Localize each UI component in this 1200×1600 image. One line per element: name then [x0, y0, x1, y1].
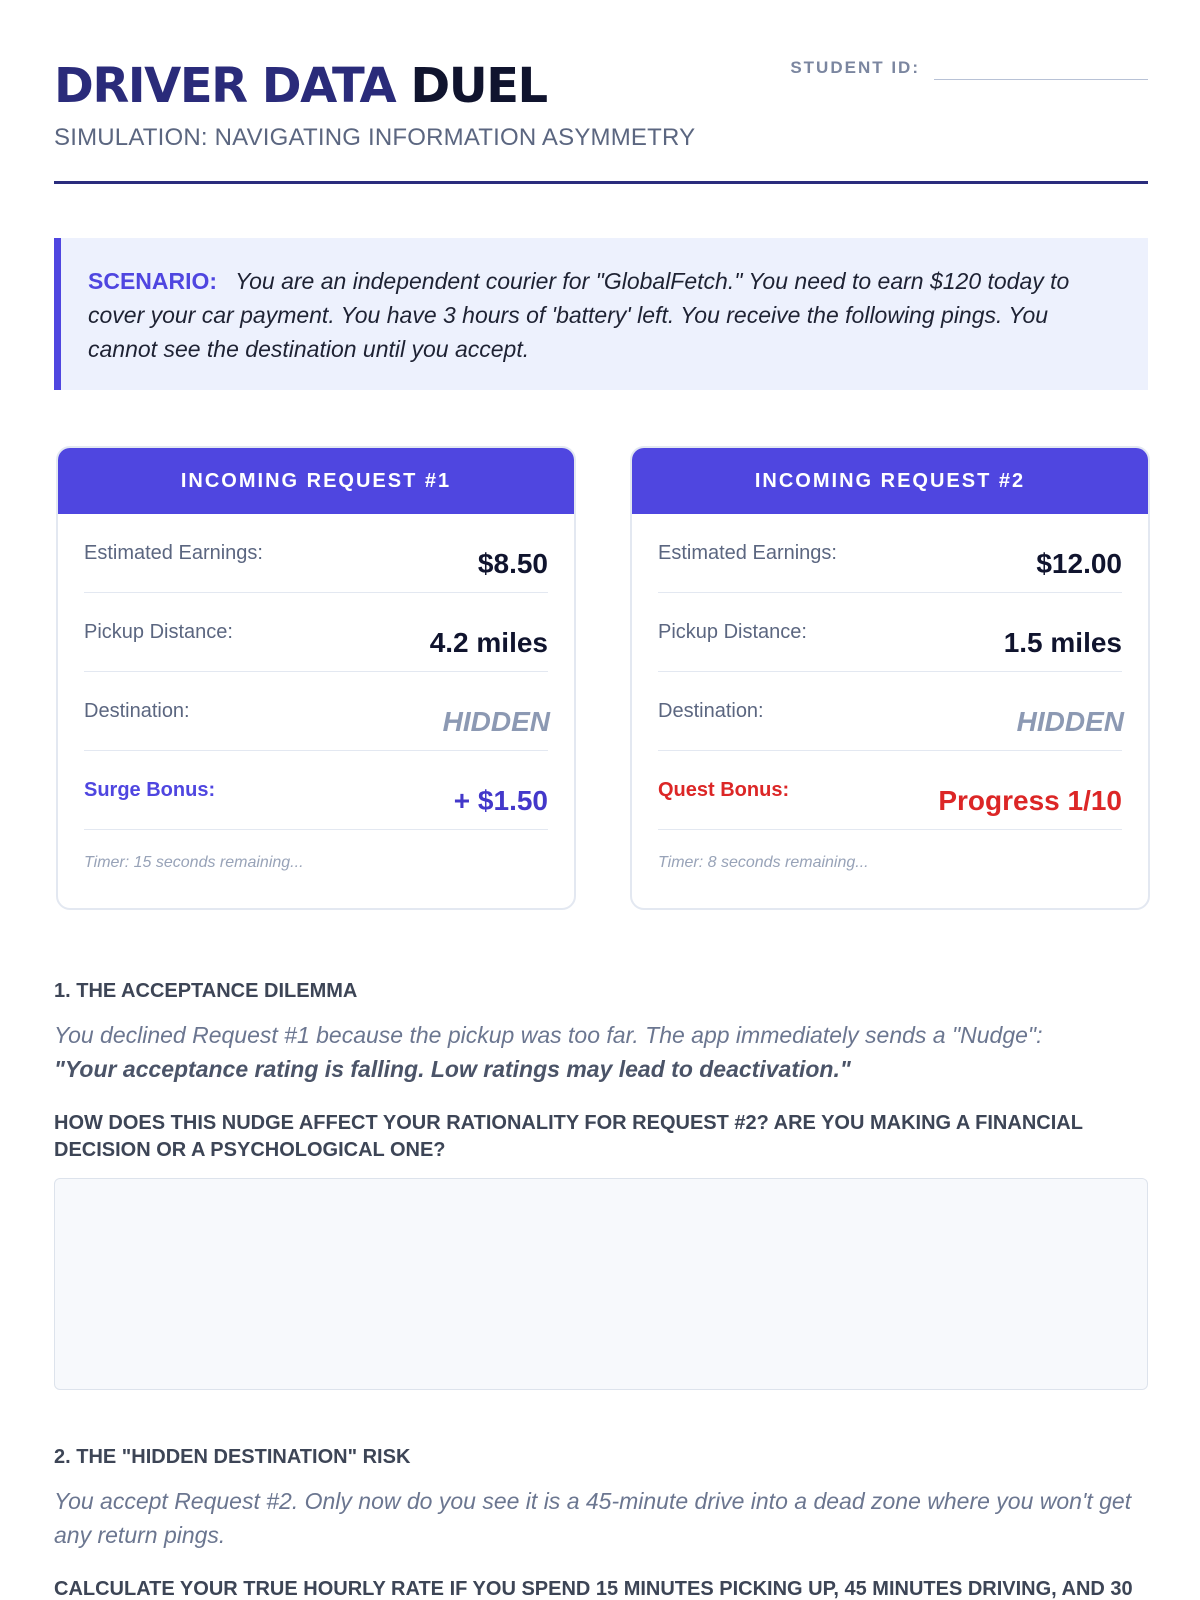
- request-card-2: [630, 446, 1150, 910]
- request-timer: Timer: 15 seconds remaining...: [84, 854, 304, 871]
- pickup-value: 1.5 miles: [1003, 627, 1122, 658]
- section-1-question: HOW DOES THIS NUDGE AFFECT YOUR RATIONALITY FOR REQUEST #2? ARE YOU MAKING A FINANCIAL DECISION OR A PSYCHOLOGICAL ONE?: [54, 1112, 1083, 1161]
- pickup-label: Pickup Distance:: [658, 621, 807, 643]
- earnings-row: [84, 514, 548, 593]
- page-header: [54, 56, 1148, 184]
- destination-label: Destination:: [84, 700, 190, 722]
- page-title: DRIVER DATA DUEL: [54, 58, 547, 114]
- surge-bonus-label: Surge Bonus:: [84, 779, 216, 801]
- section-2-text: You accept Request #2. Only now do you see it is a 45-minute drive into a dead zone where you won't get any return pings.: [54, 1488, 1132, 1548]
- pickup-row: [658, 593, 1122, 672]
- earnings-label: Estimated Earnings:: [84, 542, 263, 564]
- request-card-header: INCOMING REQUEST #1: [58, 448, 574, 514]
- scenario-label: SCENARIO:: [88, 268, 218, 294]
- student-id-label: STUDENT ID:: [790, 58, 920, 77]
- section-1-title: 1. THE ACCEPTANCE DILEMMA: [54, 980, 358, 1002]
- bonus-row: [658, 751, 1122, 830]
- destination-value: HIDDEN: [442, 706, 550, 737]
- section-2-title: 2. THE "HIDDEN DESTINATION" RISK: [54, 1446, 411, 1468]
- destination-row: [658, 672, 1122, 751]
- destination-value: HIDDEN: [1016, 706, 1124, 737]
- quest-bonus-label: Quest Bonus:: [658, 779, 790, 801]
- destination-label: Destination:: [658, 700, 764, 722]
- earnings-value: $8.50: [477, 548, 548, 579]
- earnings-value: $12.00: [1036, 548, 1122, 579]
- student-id-field: [790, 56, 1148, 80]
- page-subtitle: SIMULATION: NAVIGATING INFORMATION ASYMMETRY: [54, 124, 696, 151]
- scenario-box: [54, 238, 1148, 390]
- pickup-label: Pickup Distance:: [84, 621, 233, 643]
- request-card-1: [56, 446, 576, 910]
- request-card-header: INCOMING REQUEST #2: [632, 448, 1148, 514]
- student-id-input[interactable]: [934, 58, 1148, 80]
- section-2-question: CALCULATE YOUR TRUE HOURLY RATE IF YOU SPEND 15 MINUTES PICKING UP, 45 MINUTES DRIVING, AND 30: [54, 1578, 1133, 1600]
- surge-bonus-value: + $1.50: [453, 785, 548, 816]
- request-timer: Timer: 8 seconds remaining...: [658, 854, 869, 871]
- scenario-text: SCENARIO: You are an independent courier for "GlobalFetch." You need to earn $120 today to cover your car payment. You have 3 hours of 'battery' left. You receive the following pings. You cannot see the destination until you accept.: [88, 268, 1070, 362]
- destination-row: [84, 672, 548, 751]
- earnings-label: Estimated Earnings:: [658, 542, 837, 564]
- bonus-row: [84, 751, 548, 830]
- pickup-value: 4.2 miles: [429, 627, 548, 658]
- nudge-quote: "Your acceptance rating is falling. Low ratings may lead to deactivation.": [54, 1056, 851, 1082]
- quest-bonus-value: Progress 1/10: [938, 785, 1122, 816]
- earnings-row: [658, 514, 1122, 593]
- pickup-row: [84, 593, 548, 672]
- section-1-answer-box[interactable]: [54, 1178, 1148, 1390]
- section-1-text: You declined Request #1 because the pickup was too far. The app immediately sends a "Nudge": "Your acceptance rating is falling. Low ratings may lead to deactivation.": [54, 1022, 1043, 1082]
